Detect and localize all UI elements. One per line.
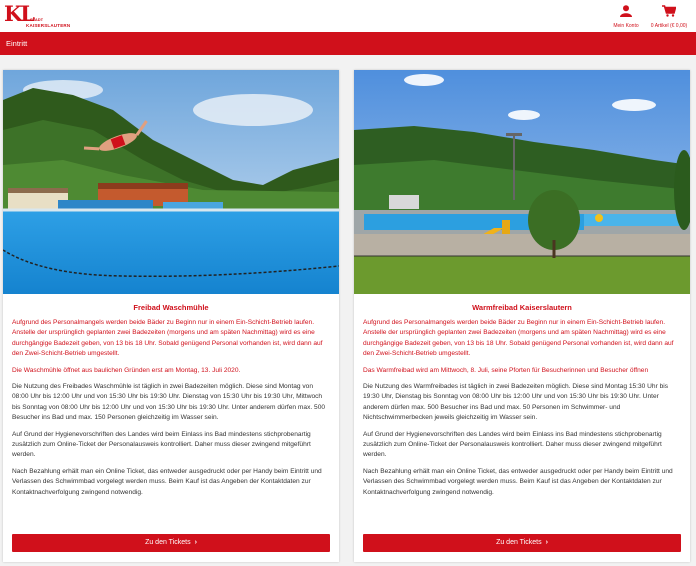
card-title: Freibad Waschmühle: [133, 303, 209, 312]
card-grid: [3, 70, 693, 564]
account-link[interactable]: [610, 4, 642, 29]
nav-title[interactable]: Eintritt: [6, 39, 28, 48]
cart-link[interactable]: [646, 4, 692, 29]
payment-info: Nach Bezahlung erhält man ein Online Ticket, das entweder ausgedruckt oder per Handy beim Eintritt und Verlassen des Schwimmbad vorgelegt werden muss. Beim Kauf ist das Angeben der Kontaktdaten zur Kontaktnachverfolgung zwingend notwendig.: [363, 467, 673, 496]
chevron-right-icon: ›: [194, 539, 197, 546]
photo-waschmuehle: [3, 70, 339, 294]
pool-card-warmfreibad: [354, 70, 690, 562]
kl-logo[interactable]: [4, 1, 71, 30]
staff-notice: Aufgrund des Personalmangels werden beide Bäder zu Beginn nur in einem Ein-Schicht-Betrieb laufen. Anstelle der ursprünglich geplanten zwei Badezeiten (morgens und am späten Nachmittag) wird es eine durchgängige Badezeit geben, von 13 bis 18 Uhr. Sobald genügend Personal vorhanden ist, wird dann auf den Zwei-Schicht-Betrieb umgestellt.: [363, 319, 674, 358]
logo-letters: KL: [4, 1, 34, 26]
tickets-button[interactable]: [12, 534, 330, 552]
cart-label: 0 Artikel (€ 0,00): [650, 23, 688, 29]
card-body: [354, 318, 690, 498]
shopping-cart-icon: [662, 5, 676, 17]
top-header: [0, 0, 696, 32]
tickets-button[interactable]: [363, 534, 681, 552]
card-body: [3, 318, 339, 498]
logo-line1: STADT: [30, 17, 44, 22]
nav-bar: [0, 32, 696, 55]
opening-notice: Das Warmfreibad wird am Mittwoch, 8. Juli, seine Pforten für Besucherinnen und Besucher öffnen: [363, 366, 649, 374]
payment-info: Nach Bezahlung erhält man ein Online Ticket, das entweder ausgedruckt oder per Handy beim Eintritt und Verlassen des Schwimmbad vorgelegt werden muss. Beim Kauf ist das Angeben der Kontaktdaten zur Kontaktnachverfolgung zwingend notwendig.: [12, 467, 322, 496]
account-label: Mein Konto: [613, 23, 639, 29]
tickets-button-label: Zu den Tickets: [145, 539, 191, 546]
card-title: Warmfreibad Kaiserslautern: [472, 303, 572, 312]
usage-info: Die Nutzung des Freibades Waschmühle ist täglich in zwei Badezeiten möglich. Diese sind Montag von 08:00 Uhr bis 12:00 Uhr und von 15:30 Uhr bis 19:30 Uhr. Dienstag von 15:30 Uhr bis 19:30 Uhr, Mittwoch bis Sonntag von 08:00 Uhr bis 12:00 Uhr und von 15:30 Uhr bis 19:30 Uhr. Unter anderem dürfen max. 500 Besucher ins Bad und max. 150 Personen gleichzeitig im Wasser sein.: [12, 383, 326, 422]
pool-card-waschmuehle: [3, 70, 339, 562]
hygiene-info: Auf Grund der Hygienevorschriften des Landes wird beim Einlass ins Bad mindestens stichprobenartig zusätzlich zum Online-Ticket der Personalausweis kontrolliert. Daher muss dieser zwingend mitgeführt werden.: [363, 430, 662, 459]
opening-notice: Die Waschmühle öffnet aus baulichen Gründen erst am Montag, 13. Juli 2020.: [12, 366, 241, 374]
hygiene-info: Auf Grund der Hygienevorschriften des Landes wird beim Einlass ins Bad mindestens stichprobenartig zusätzlich zum Online-Ticket der Personalausweis kontrolliert. Daher muss dieser zwingend mitgeführt werden.: [12, 430, 311, 459]
photo-warmfreibad: [354, 70, 690, 294]
chevron-right-icon: ›: [545, 539, 548, 546]
user-icon: [620, 5, 632, 17]
logo-line2: KAISERSLAUTERN: [26, 23, 71, 28]
tickets-button-label: Zu den Tickets: [496, 539, 542, 546]
staff-notice: Aufgrund des Personalmangels werden beide Bäder zu Beginn nur in einem Ein-Schicht-Betrieb laufen. Anstelle der ursprünglich geplanten zwei Badezeiten (morgens und am späten Nachmittag) wird es eine durchgängige Badezeit geben, von 13 bis 18 Uhr. Sobald genügend Personal vorhanden ist, wird dann auf den Zwei-Schicht-Betrieb umgestellt.: [12, 319, 323, 358]
usage-info: Die Nutzung des Warmfreibades ist täglich in zwei Badezeiten möglich. Diese sind Montag 15:30 Uhr bis 19:30 Uhr, Dienstag bis Sonntag von 08:00 Uhr bis 12:00 Uhr und von 15:30 Uhr bis 19:30 Uhr. Unter anderem dürfen max. 500 Besucher ins Bad und max. 50 Personen im Schwimmer- und Nichtschwimmerbecken jeweils gleichzeitig im Wasser sein.: [363, 383, 669, 422]
